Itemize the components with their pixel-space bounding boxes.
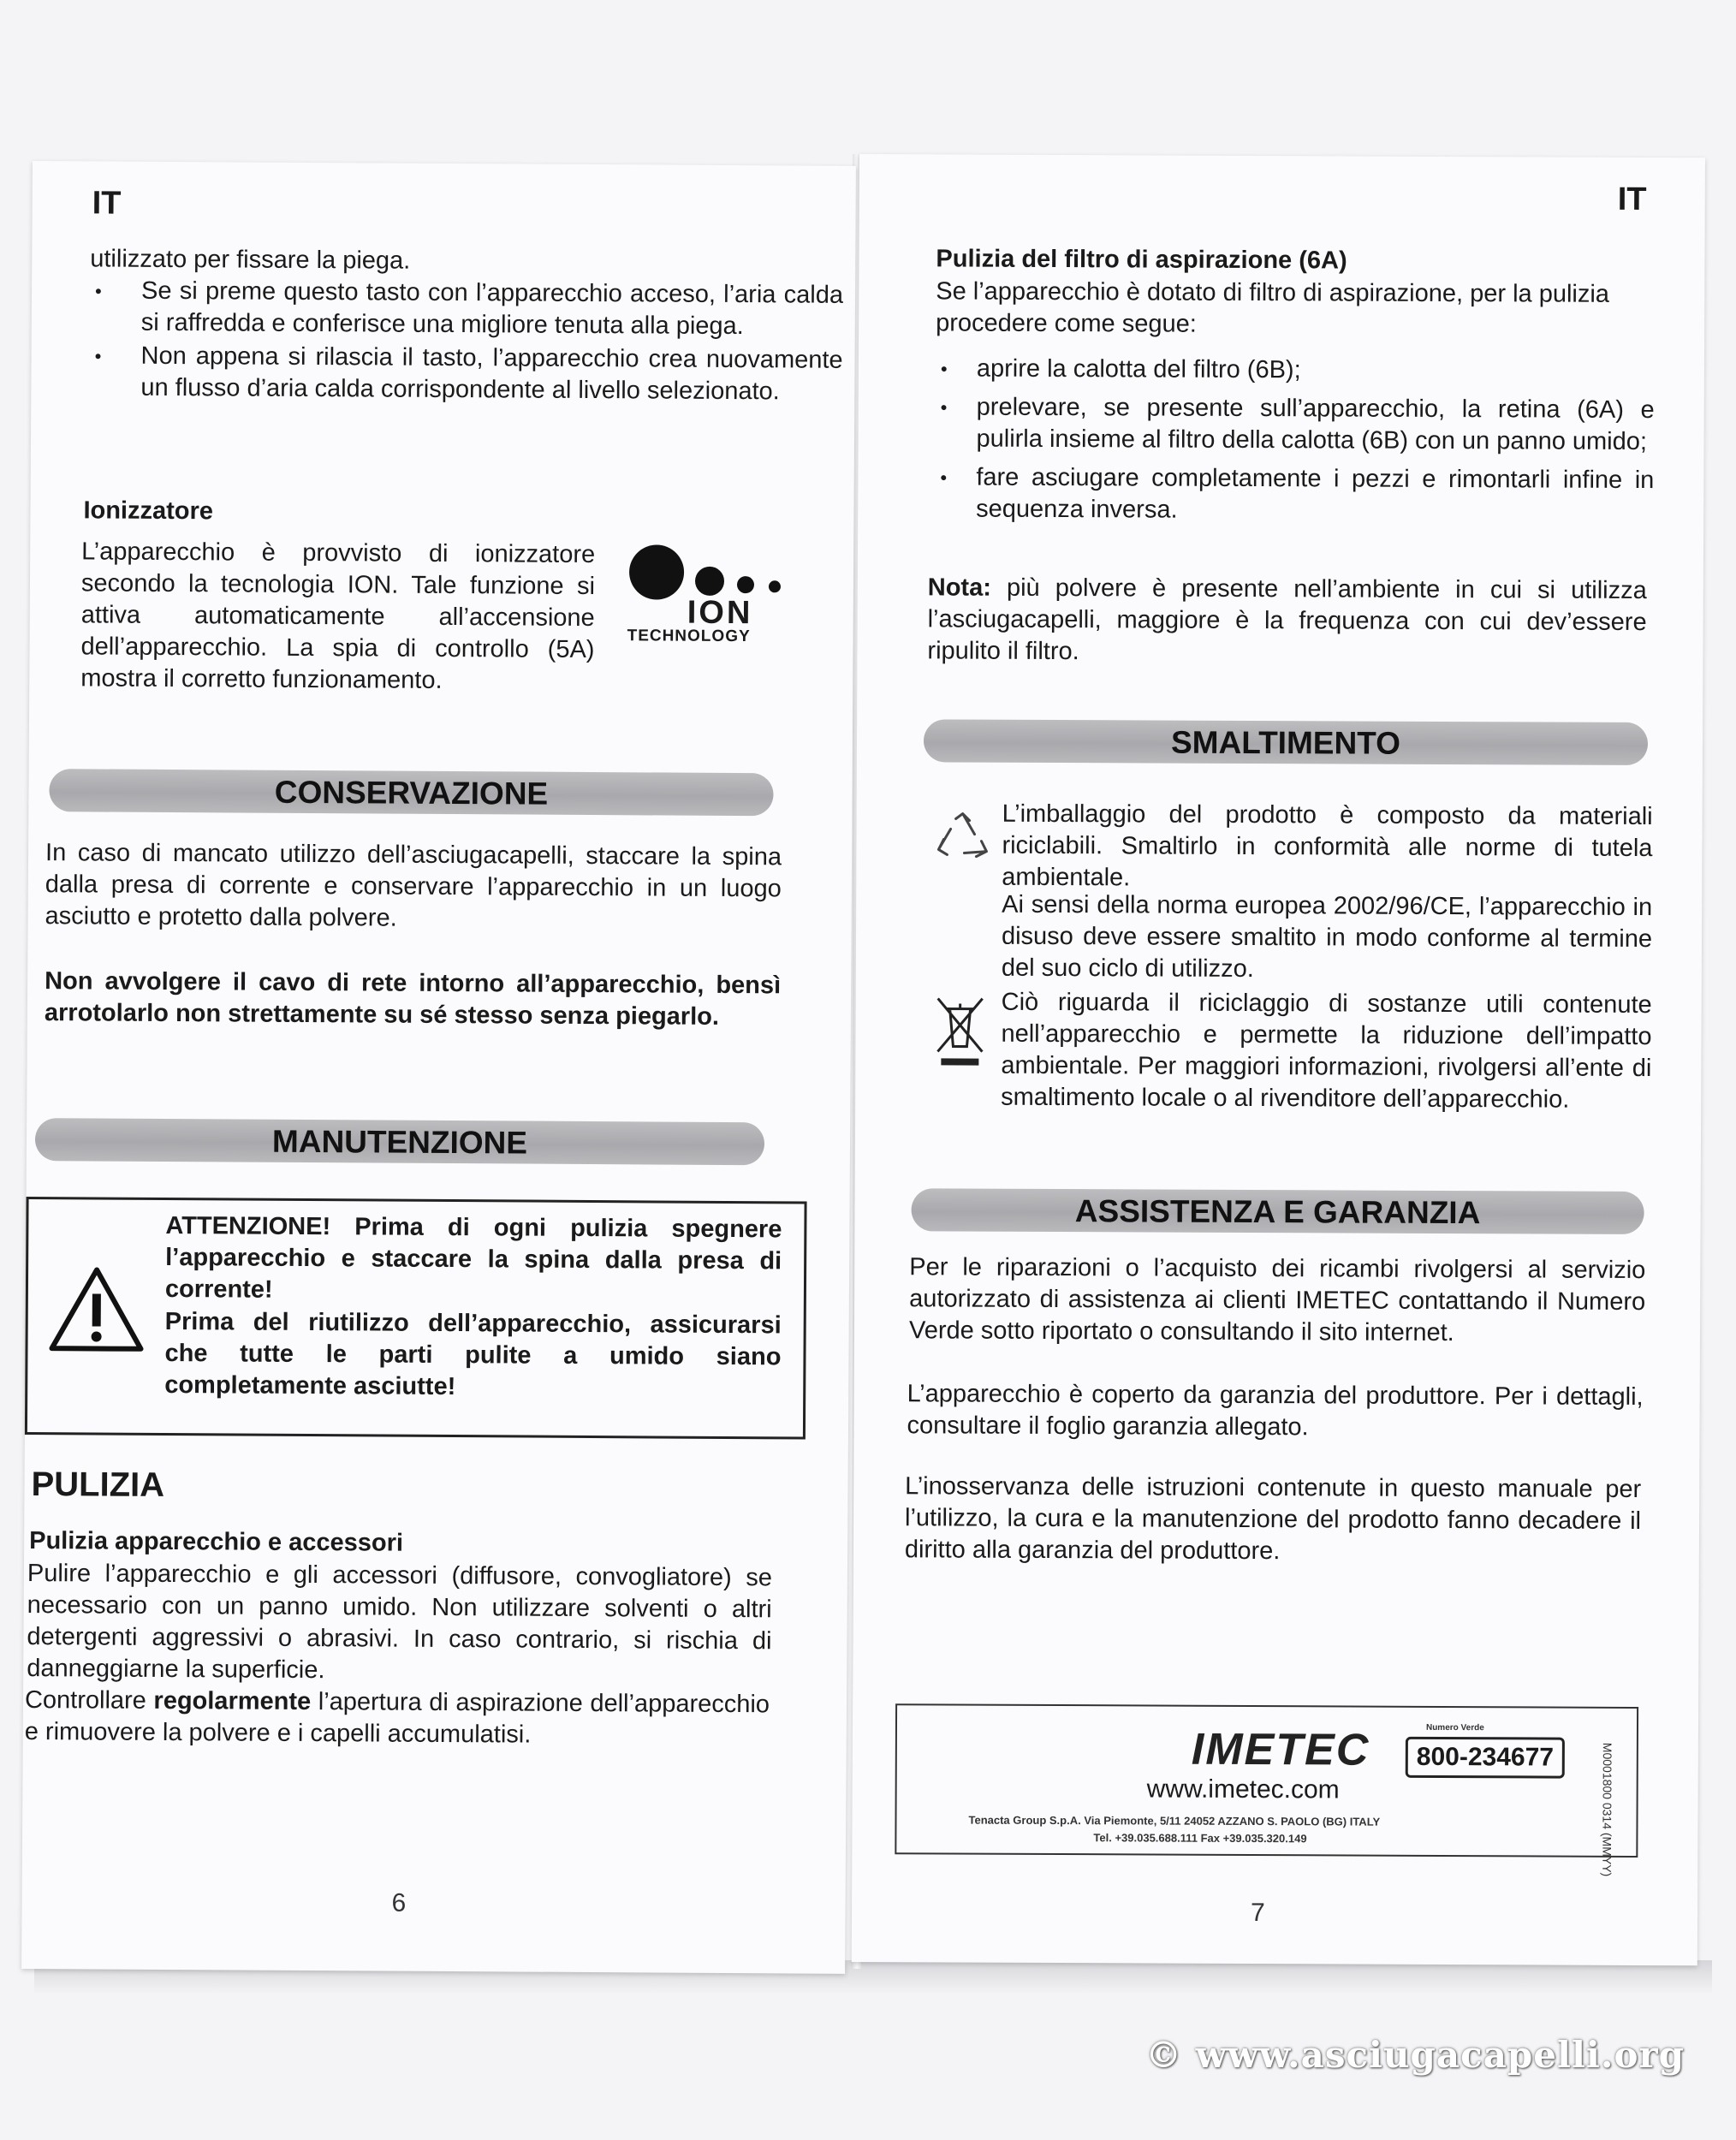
warning-text-1: ATTENZIONE! Prima di ogni pulizia spegnere l’apparecchio e staccare la spina dalla presa di corrente! xyxy=(164,1211,782,1304)
nota-paragraph xyxy=(927,572,1646,670)
pulizia-text-2-bold: regolarmente xyxy=(153,1686,312,1716)
language-label: IT xyxy=(92,185,122,222)
pulizia-text: Pulire l’apparecchio e gli accessori (diffusore, convogliatore) se necessario con un panno umido. Non utilizzare solventi o altri detergenti aggressivi o abrasivi. In caso contrario, si rischia di danneggiarne la superficie. xyxy=(27,1559,773,1685)
intro-line: utilizzato per fissare la piega. xyxy=(90,245,411,275)
company-contacts: Tel. +39.035.688.111 Fax +39.035.320.149 xyxy=(1093,1831,1307,1846)
language-label: IT xyxy=(1617,181,1647,218)
page-number: 6 xyxy=(391,1888,407,1917)
pulizia-text-2-a: Controllare xyxy=(24,1685,146,1715)
bullet-item: • prelevare, se presente sull’apparecchio, la retina (6A) e pulirla insieme al filtro della calotta (6B) con un panno umido; xyxy=(935,391,1654,458)
phone-label: Numero Verde xyxy=(1425,1722,1484,1733)
bullet-item: • Non appena si rilascia il tasto, l’apparecchio crea nuovamente un flusso d’aria calda corrispondente al livello selezionato. xyxy=(89,340,842,407)
button-bullets xyxy=(89,275,843,407)
pulizia-subtitle: Pulizia apparecchio e accessori xyxy=(29,1527,404,1557)
assistenza-text-1: Per le riparazioni o l’acquisto dei ricambi rivolgersi al servizio autorizzato di assistenza ai clienti IMETEC contattando il Numero Verde sotto riportato o consultando il sito internet. xyxy=(908,1253,1646,1347)
filtro-title: Pulizia del filtro di aspirazione (6A) xyxy=(936,245,1347,275)
nota-label: Nota: xyxy=(927,574,991,602)
pulizia-title: PULIZIA xyxy=(31,1465,165,1504)
warning-triangle-icon xyxy=(46,1264,146,1354)
imetec-website: www.imetec.com xyxy=(1146,1774,1340,1804)
ionizzatore-title: Ionizzatore xyxy=(83,496,214,526)
bullet-item: • aprire la calotta del filtro (6B); xyxy=(936,353,1655,388)
filtro-intro: Se l’apparecchio è dotato di filtro di aspirazione, per la pulizia procedere come segue: xyxy=(936,277,1610,338)
nota-text: più polvere è presente nell’ambiente in cui si utilizza l’asciugacapelli, maggiore è la frequenza con cui dev’essere ripulito il filtro. xyxy=(927,574,1647,666)
ion-technology-logo xyxy=(627,541,800,645)
assistenza-text-3: L’inosservanza delle istruzioni contenute in questo manuale per l’utilizzo, la cura e la manutenzione del prodotto fanno decadere il diritto alla garanzia del produttore. xyxy=(904,1472,1642,1566)
warning-text-2: Prima del riutilizzo dell’apparecchio, assicurarsi che tutte le parti pulite a umido siano completamente asciutte! xyxy=(164,1307,782,1401)
pulizia-text-2 xyxy=(25,1685,770,1752)
ion-logo-subtext: TECHNOLOGY xyxy=(627,627,751,646)
page-number: 7 xyxy=(1250,1899,1265,1928)
conservazione-heading: CONSERVAZIONE xyxy=(49,769,773,816)
manutenzione-heading: MANUTENZIONE xyxy=(35,1118,764,1165)
bullet-item: • fare asciugare completamente i pezzi e rimontarli infine in sequenza inversa. xyxy=(935,461,1654,528)
watermark: © www.asciugacapelli.org xyxy=(1145,2034,1685,2076)
recycle-icon xyxy=(935,811,990,863)
assistenza-heading: ASSISTENZA E GARANZIA xyxy=(912,1188,1644,1234)
left-page xyxy=(21,161,856,1974)
weee-bin-icon xyxy=(934,995,985,1068)
imetec-logo: IMETEC xyxy=(1191,1724,1370,1775)
document-code: M0001800 0314 (MMYY) xyxy=(1600,1742,1614,1877)
ionizzatore-text: L’apparecchio è provvisto di ionizzatore secondo la tecnologia ION. Tale funzione si attiva automaticamente all’accensione dell’apparecchio. La spia di controllo (5A) mostra il corretto funzionamento. xyxy=(80,538,596,694)
warning-box xyxy=(25,1197,807,1440)
right-page xyxy=(852,154,1705,1965)
filtro-bullets xyxy=(935,353,1655,535)
conservazione-text: In caso di mancato utilizzo dell’asciugacapelli, staccare la spina dalla presa di corrente e conservare l’apparecchio in un luogo asciutto e protetto dalla polvere. xyxy=(45,839,782,932)
smaltimento-heading: SMALTIMENTO xyxy=(924,719,1648,765)
pulizia-text-2-b: l’apertura di aspirazione dell’apparecchio e rimuovere la polvere e i capelli accumulatisi. xyxy=(24,1688,770,1749)
bullet-item: • Se si preme questo tasto con l’apparecchio acceso, l’aria calda si raffredda e conferisce una migliore tenuta alla piega. xyxy=(90,275,843,342)
ion-logo-text: ION xyxy=(687,594,753,632)
smaltimento-text-3: Ciò riguarda il riciclaggio di sostanze utili contenute nell’apparecchio e permette la riduzione dell’impatto ambientale. Per maggiori informazioni, rivolgersi all’ente di smaltimento locale o al rivenditore dell’apparecchio. xyxy=(1001,988,1652,1114)
phone-number: 800-234677 xyxy=(1406,1737,1565,1779)
assistenza-text-2: L’apparecchio è coperto da garanzia del produttore. Per i dettagli, consultare il foglio garanzia allegato. xyxy=(907,1380,1644,1442)
conservazione-warning: Non avvolgere il cavo di rete intorno all’apparecchio, bensì arrotolarlo non strettamente su sé stesso senza piegarlo. xyxy=(44,967,782,1031)
imetec-footer-box xyxy=(895,1703,1638,1877)
smaltimento-text-2: Ai sensi della norma europea 2002/96/CE, l’apparecchio in disuso deve essere smaltito in modo conforme al termine del suo ciclo di utilizzo. xyxy=(1001,890,1653,984)
company-address: Tenacta Group S.p.A. Via Piemonte, 5/11 24052 AZZANO S. PAOLO (BG) ITALY xyxy=(968,1813,1381,1828)
smaltimento-text-1: L’imballaggio del prodotto è composto da materiali riciclabili. Smaltirlo in conformità alle norme di tutela ambientale. xyxy=(1002,800,1653,892)
